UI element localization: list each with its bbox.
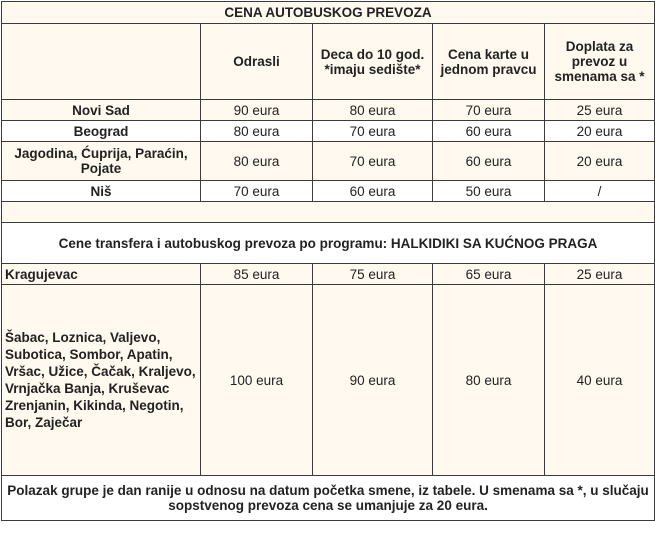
price-cell: 60 eura [313,181,433,202]
price-cell: 80 eura [433,285,545,476]
spacer-cell [2,202,655,223]
city-cell: Šabac, Loznica, Valjevo, Subotica, Sombor, Apatin, Vršac, Užice, Čačak, Kraljevo, Vrnjačka Banja, Kruševac Zrenjanin, Kikinda, Negotin, Bor, Zaječar [2,285,201,476]
bus-price-table [1,1,655,521]
spacer-row [2,202,655,223]
price-cell: 40 eura [545,285,655,476]
price-cell: 70 eura [433,100,545,121]
price-cell: 90 eura [313,285,433,476]
header-empty-cell [2,24,201,100]
price-cell: 60 eura [433,142,545,181]
table-row [2,181,655,202]
price-cell: 50 eura [433,181,545,202]
footnote: Polazak grupe je dan ranije u odnosu na datum početka smene, iz tabele. U smenama sa *, u slučaju sopstvenog prevoza cena se umanjuje za 20 eura. [2,476,655,521]
price-cell: 100 eura [201,285,313,476]
price-cell: 85 eura [201,264,313,285]
price-cell: / [545,181,655,202]
program-title: Cene transfera i autobuskog prevoza po programu: HALKIDIKI SA KUĆNOG PRAGA [2,223,655,264]
price-cell: 70 eura [313,121,433,142]
table-title: CENA AUTOBUSKOG PREVOZA [2,2,655,24]
price-cell: 70 eura [201,181,313,202]
price-cell: 75 eura [313,264,433,285]
city-cell: Jagodina, Ćuprija, Paraćin, Pojate [2,142,201,181]
table-title-row [2,2,655,24]
city-cell: Niš [2,181,201,202]
price-cell: 20 eura [545,142,655,181]
price-cell: 80 eura [201,121,313,142]
header-one-way: Cena karte u jednom pravcu [433,24,545,100]
header-row [2,24,655,100]
city-cell: Beograd [2,121,201,142]
table-row [2,142,655,181]
price-cell: 20 eura [545,121,655,142]
table-row [2,264,655,285]
price-cell: 25 eura [545,100,655,121]
table-row [2,121,655,142]
price-cell: 25 eura [545,264,655,285]
program-title-row [2,223,655,264]
city-cell: Novi Sad [2,100,201,121]
price-cell: 70 eura [313,142,433,181]
header-surcharge: Doplata za prevoz u smenama sa * [545,24,655,100]
city-cell: Kragujevac [2,264,201,285]
table-row [2,285,655,476]
table-row [2,100,655,121]
footnote-row [2,476,655,521]
price-cell: 80 eura [201,142,313,181]
price-cell: 65 eura [433,264,545,285]
price-cell: 90 eura [201,100,313,121]
price-cell: 60 eura [433,121,545,142]
header-children: Deca do 10 god. *imaju sedište* [313,24,433,100]
price-cell: 80 eura [313,100,433,121]
header-adults: Odrasli [201,24,313,100]
